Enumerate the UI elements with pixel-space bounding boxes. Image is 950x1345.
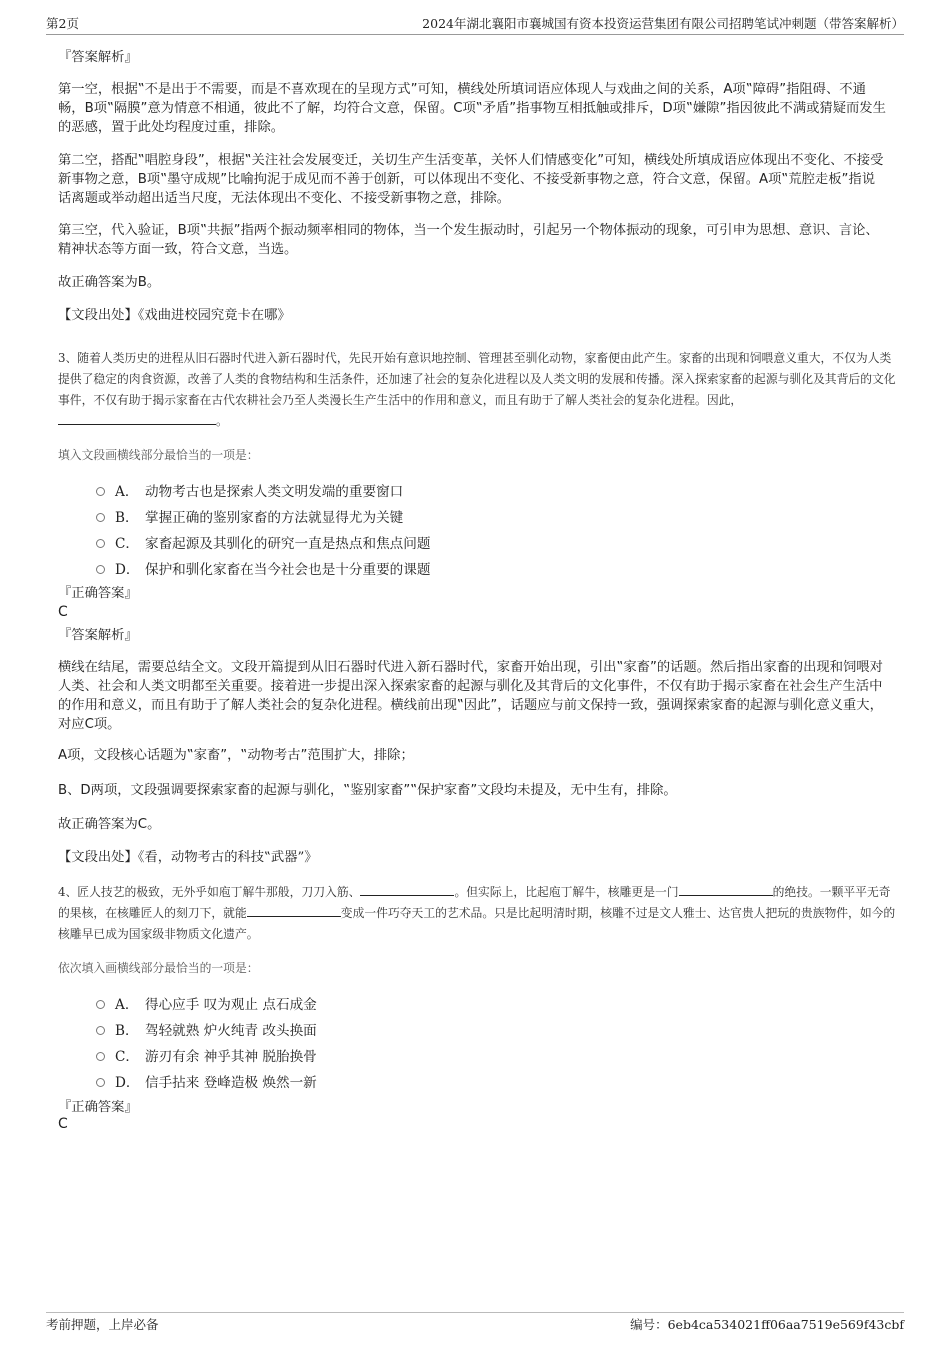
q4-option-b[interactable]: B． 驾轻就熟 炉火纯青 改头换面	[96, 1019, 317, 1039]
page-footer	[46, 1312, 904, 1335]
q3-answer-label: 『正确答案』	[58, 586, 138, 601]
radio-icon[interactable]	[96, 487, 105, 496]
page-number: 第2页	[46, 16, 79, 31]
q2-analysis-p3: 第三空，代入验证，B项‟共振”指两个振动频率相同的物体，当一个发生振动时，引起另一个物体振动的现象，可引申为思想、意识、言论、精神状态等方面一致，符合文意，当选。	[58, 223, 879, 257]
q4-option-a[interactable]: A． 得心应手 叹为观止 点石成金	[96, 993, 317, 1013]
q4-blank-1	[360, 883, 454, 896]
radio-icon[interactable]	[96, 539, 105, 548]
q3-blank	[58, 412, 216, 425]
q3-option-c[interactable]: C． 家畜起源及其驯化的研究一直是热点和焦点问题	[96, 532, 430, 552]
q3-conclusion: 故正确答案为C。	[58, 817, 161, 832]
q3-stem	[58, 348, 898, 432]
q4-blank-3	[247, 904, 341, 917]
q2-analysis-p2: 第二空，搭配‟唱腔身段”，根据‟关注社会发展变迁，关切生产生活变革，关怀人们情感变化”可知，横线处所填成语应体现出不变化、不接受新事物之意，B项‟墨守成规”比喻拘泥于成见而不善于创新，可以体现出不变化、不接受新事物之意，符合文意，保留。A项‟荒腔走板”指说话离题或举动超出适当尺度，无法体现出不变化、不接受新事物之意，排除。	[58, 153, 884, 206]
q3-analysis-p1: 横线在结尾，需要总结全文。文段开篇提到从旧石器时代进入新石器时代，家畜开始出现，引出‟家畜”的话题。然后指出家畜的出现和饲喂对人类、社会和人类文明都至关重要。接着进一步提出深入探索家畜的起源与驯化及其背后的文化事件，不仅有助于揭示家畜在社会生产生活中的作用和意义，而且有助于了解人类社会的复杂化进程。横线前出现‟因此”，话题应与前文保持一致，强调探索家畜的起源与驯化意义重大，对应C项。	[58, 660, 883, 732]
page-header	[46, 14, 904, 35]
q3-analysis-p2: A项，文段核心话题为‟家畜”，‟动物考古”范围扩大，排除；	[58, 748, 414, 763]
footer-doc-id: 编号：6eb4ca534021ff06aa7519e569f43cbf	[630, 1317, 904, 1332]
q4-blank-2	[679, 883, 773, 896]
q3-option-b[interactable]: B． 掌握正确的鉴别家畜的方法就显得尤为关键	[96, 506, 403, 526]
radio-icon[interactable]	[96, 1052, 105, 1061]
q3-option-a[interactable]: A． 动物考古也是探索人类文明发端的重要窗口	[96, 480, 403, 500]
q3-option-d[interactable]: D． 保护和驯化家畜在当今社会也是十分重要的课题	[96, 558, 430, 578]
q2-source: 【文段出处】《戏曲进校园究竟卡在哪》	[58, 308, 291, 323]
radio-icon[interactable]	[96, 565, 105, 574]
q3-prompt: 填入文段画横线部分最恰当的一项是：	[58, 448, 259, 462]
q2-conclusion: 故正确答案为B。	[58, 275, 161, 290]
radio-icon[interactable]	[96, 1000, 105, 1009]
document-title: 2024年湖北襄阳市襄城国有资本投资运营集团有限公司招聘笔试冲刺题（带答案解析）	[422, 16, 904, 31]
radio-icon[interactable]	[96, 513, 105, 522]
q3-stem-end: 。	[216, 414, 228, 428]
q4-prompt: 依次填入画横线部分最恰当的一项是：	[58, 961, 259, 975]
q3-analysis-label: 『答案解析』	[58, 628, 138, 643]
q3-stem-text: 3、随着人类历史的进程从旧石器时代进入新石器时代，先民开始有意识地控制、管理甚至驯化动物，家畜便由此产生。家畜的出现和饲喂意义重大，不仅为人类提供了稳定的肉食资源，改善了人类的食物结构和生活条件，还加速了社会的复杂化进程以及人类文明的发展和传播。深入探索家畜的起源与驯化及其背后的文化事件，不仅有助于揭示家畜在古代农耕社会乃至人类漫长生产生活中的作用和意义，而且有助于了解人类社会的复杂化进程。因此，	[58, 351, 896, 407]
q4-answer: C	[58, 1116, 68, 1132]
q3-analysis-p3: B、D两项，文段强调要探索家畜的起源与驯化，‟鉴别家畜”‟保护家畜”文段均未提及，无中生有，排除。	[58, 783, 677, 798]
q3-answer: C	[58, 604, 68, 620]
q3-source: 【文段出处】《看，动物考古的科技‟武器”》	[58, 850, 318, 865]
q2-analysis-p1: 第一空，根据‟不是出于不需要，而是不喜欢现在的呈现方式”可知，横线处所填词语应体现人与戏曲之间的关系，A项‟障碍”指阻碍、不通畅，B项‟隔膜”意为情意不相通，彼此不了解，均符合文意，保留。C项‟矛盾”指事物互相抵触或排斥，D项‟嫌隙”指因彼此不满或猜疑而发生的恶感，置于此处均程度过重，排除。	[58, 82, 886, 135]
q4-answer-label: 『正确答案』	[58, 1100, 138, 1115]
radio-icon[interactable]	[96, 1026, 105, 1035]
q4-stem: 4、匠人技艺的极致，无外乎如庖丁解牛那般，刀刀入筋、 。但实际上，比起庖丁解牛，核雕更是一门 的绝技。一颗平平无奇的果核，在核雕匠人的刻刀下，就能 变成一件巧夺天工的艺术品。只是比起明清时期，核雕不过是文人雅士、达官贵人把玩的贵族物件，如今的核雕早已成为国家级非物质文化遗产。	[58, 885, 896, 941]
q4-option-c[interactable]: C． 游刃有余 神乎其神 脱胎换骨	[96, 1045, 317, 1065]
radio-icon[interactable]	[96, 1078, 105, 1087]
footer-slogan: 考前押题，上岸必备	[46, 1317, 159, 1332]
q4-option-d[interactable]: D． 信手拈来 登峰造极 焕然一新	[96, 1071, 317, 1091]
q2-analysis-label: 『答案解析』	[58, 50, 138, 65]
